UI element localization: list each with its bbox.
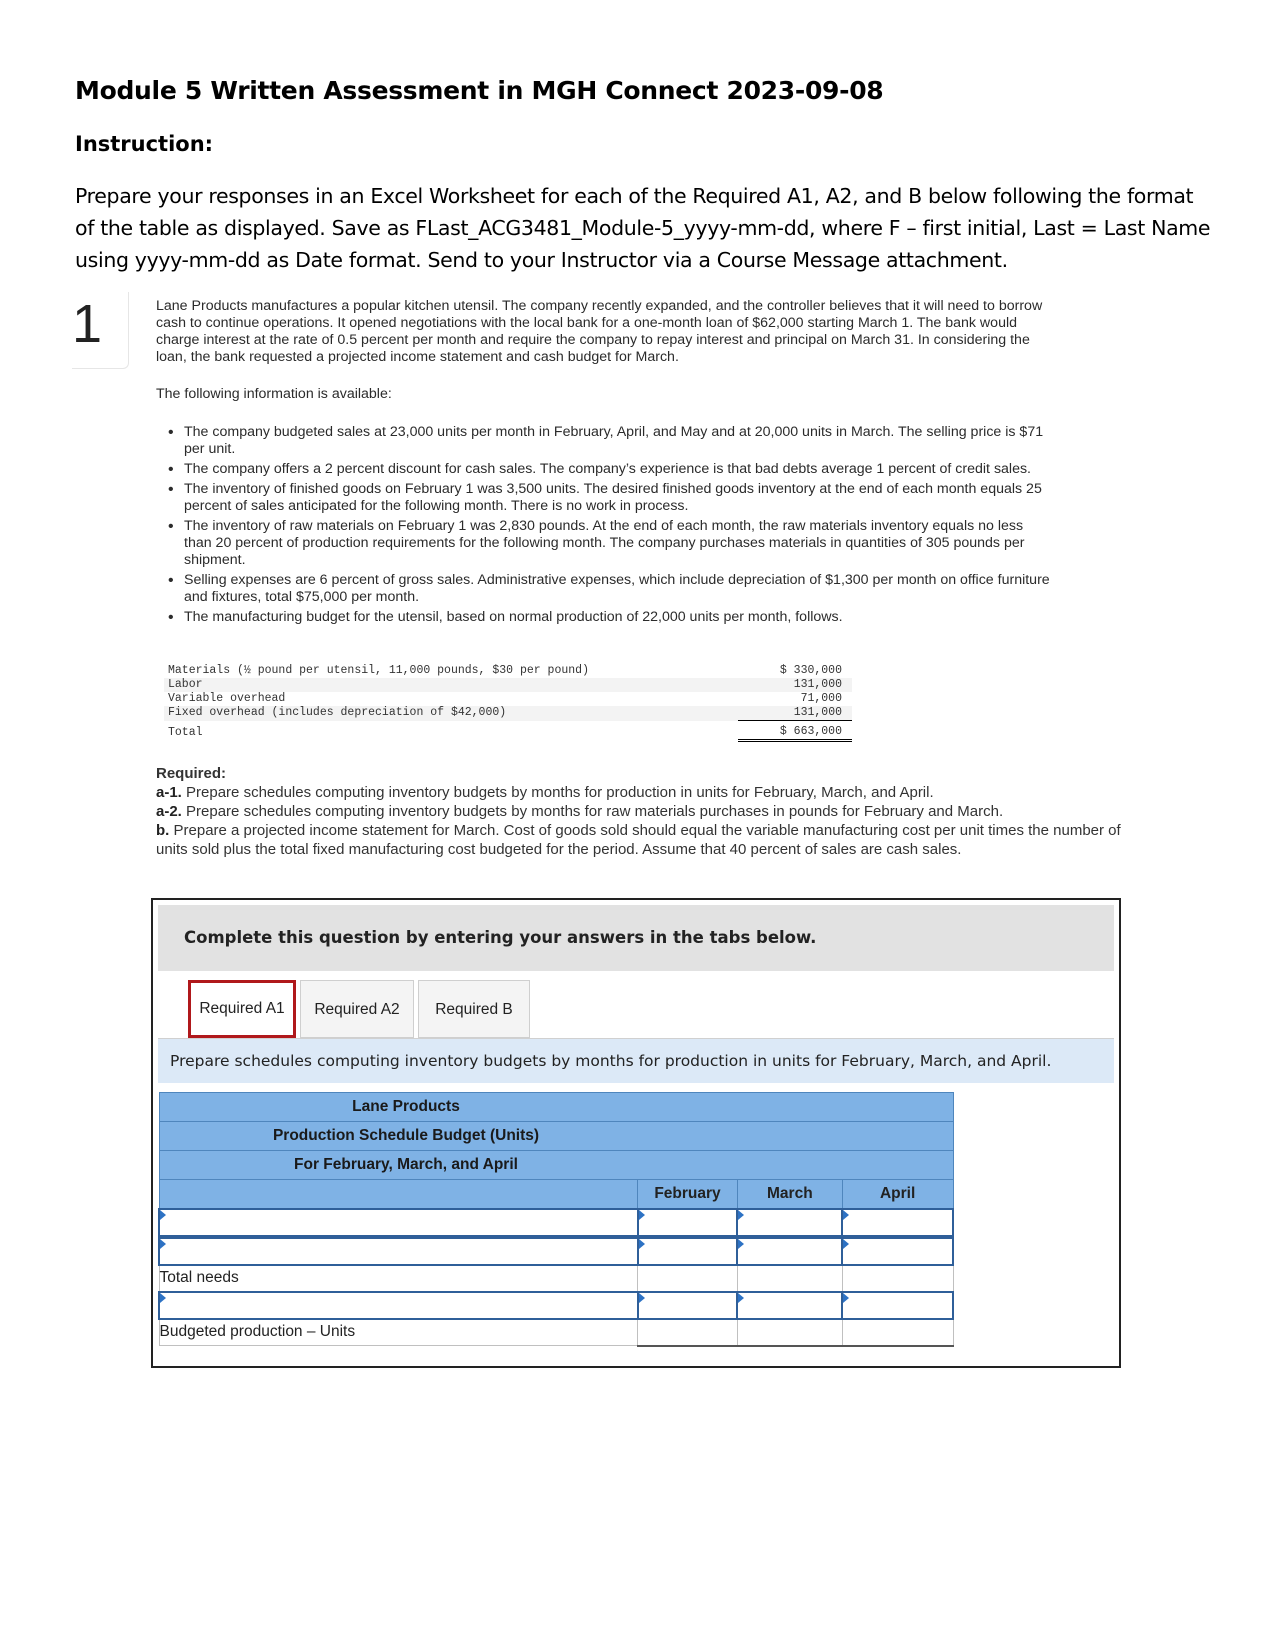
march-input[interactable] xyxy=(737,1209,842,1236)
info-bullet: • The inventory of raw materials on February 1 was 2,830 pounds. At the end of each month, the raw materials inventory equals no less than 20 percent of production requirements for the following month. The company purchases materials in quantities of 305 pounds per shipment. xyxy=(164,518,1054,569)
instruction-text: Prepare your responses in an Excel Worksheet for each of the Required A1, A2, and B below following the format of the table as displayed. Save as FLast_ACG3481_Module-5_yyyy-mm-dd, where F – first initial, Last = Last Name using yyyy-mm-dd as Date format. Send to your Instructor via a Course Message attachment. xyxy=(75,184,1211,272)
total-needs-row xyxy=(159,1265,953,1292)
requirement-text: Prepare schedules computing inventory budgets by months for production in units for February, March, and April. xyxy=(186,784,934,801)
column-header-april: April xyxy=(842,1180,953,1209)
february-input[interactable] xyxy=(638,1209,738,1236)
march-input[interactable] xyxy=(737,1238,842,1265)
mfg-row xyxy=(164,706,852,721)
february-input[interactable] xyxy=(638,1238,738,1265)
february-budgeted-production xyxy=(638,1319,738,1346)
requirement-b xyxy=(156,821,1126,859)
document-title: Module 5 Written Assessment in MGH Connect 2023-09-08 xyxy=(75,76,884,105)
mfg-label: Variable overhead xyxy=(168,692,286,705)
row-label-dropdown[interactable] xyxy=(159,1238,638,1265)
row-label-dropdown[interactable] xyxy=(159,1292,638,1319)
requirement-a2 xyxy=(156,802,1126,821)
april-input[interactable] xyxy=(842,1209,953,1236)
april-budgeted-production xyxy=(842,1319,953,1346)
question-number: 1 xyxy=(72,292,129,369)
total-needs-label: Total needs xyxy=(159,1265,638,1292)
february-input[interactable] xyxy=(638,1292,738,1319)
production-schedule-table xyxy=(158,1092,954,1347)
tab-required-a2[interactable]: Required A2 xyxy=(300,980,414,1038)
column-header-february: February xyxy=(638,1180,738,1209)
mfg-label: Labor xyxy=(164,678,738,692)
column-header-march: March xyxy=(737,1180,842,1209)
requirement-tag: a-1. xyxy=(156,784,182,801)
april-input[interactable] xyxy=(842,1292,953,1319)
mfg-label: Total xyxy=(168,725,203,739)
info-bullet: • Selling expenses are 6 percent of gross sales. Administrative expenses, which include depreciation of $1,300 per month on office furniture and fixtures, total $75,000 per month. xyxy=(164,572,1054,606)
schedule-period: For February, March, and April xyxy=(159,1151,953,1180)
mfg-label: Fixed overhead (includes depreciation of $42,000) xyxy=(164,706,738,721)
mfg-amount: $ 663,000 xyxy=(738,721,852,741)
march-total-needs xyxy=(737,1265,842,1292)
schedule-row-2 xyxy=(159,1238,953,1265)
requirement-text: Prepare a projected income statement for March. Cost of goods sold should equal the variable manufacturing cost per unit times the number of units sold plus the total fixed manufacturing cost budgeted for the period. Assume that 40 percent of sales are cash sales. xyxy=(156,822,1121,858)
mfg-amount: 131,000 xyxy=(738,706,852,721)
required-label: Required: xyxy=(156,765,227,782)
mfg-row xyxy=(164,678,852,692)
mfg-row xyxy=(164,692,852,706)
info-bullet: • The company budgeted sales at 23,000 units per month in February, April, and May and at 20,000 units in March. The selling price is $71 per unit. xyxy=(164,424,1054,458)
requirement-tag: b. xyxy=(156,822,170,839)
schedule-title-row xyxy=(159,1122,953,1151)
row-label-dropdown[interactable] xyxy=(159,1209,638,1236)
info-bullet-list xyxy=(164,424,1054,629)
manufacturing-budget-table xyxy=(164,664,852,742)
info-bullet: • The company offers a 2 percent discount for cash sales. The company’s experience is that bad debts average 1 percent of credit sales. xyxy=(164,461,1054,478)
info-bullet: • The inventory of finished goods on February 1 was 3,500 units. The desired finished goods inventory at the end of each month equals 25 percent of sales anticipated for the following month. There is no work in process. xyxy=(164,481,1054,515)
march-budgeted-production xyxy=(737,1319,842,1346)
column-header-blank xyxy=(159,1180,638,1209)
tab-required-b[interactable]: Required B xyxy=(418,980,530,1038)
schedule-period-row xyxy=(159,1151,953,1180)
mfg-amount: $ 330,000 xyxy=(779,664,842,677)
question-intro: Lane Products manufactures a popular kitchen utensil. The company recently expanded, and the controller believes that it will need to borrow cash to continue operations. It opened negotiations with the local bank for a one-month loan of $62,000 starting March 1. The bank would charge interest at the rate of 0.5 percent per month and require the company to repay interest and principal on March 31. In considering the loan, the bank requested a projected income statement and cash budget for March. xyxy=(156,298,1043,365)
info-lead: The following information is available: xyxy=(156,386,392,402)
answer-box xyxy=(151,898,1121,1368)
answer-box-header: Complete this question by entering your answers in the tabs below. xyxy=(158,905,1114,971)
budgeted-production-label: Budgeted production – Units xyxy=(159,1319,638,1346)
mfg-total-row xyxy=(164,721,852,741)
schedule-column-header-row xyxy=(159,1180,953,1209)
schedule-row-1 xyxy=(159,1209,953,1236)
info-bullet: • The manufacturing budget for the utensil, based on normal production of 22,000 units per month, follows. xyxy=(164,609,1054,626)
schedule-company: Lane Products xyxy=(159,1093,953,1122)
requirements-block xyxy=(156,764,1126,859)
schedule-title: Production Schedule Budget (Units) xyxy=(159,1122,953,1151)
requirement-text: Prepare schedules computing inventory budgets by months for raw materials purchases in pounds for February and March. xyxy=(186,803,1004,820)
march-input[interactable] xyxy=(737,1292,842,1319)
tab-instruction: Prepare schedules computing inventory budgets by months for production in units for February, March, and April. xyxy=(158,1039,1114,1083)
april-total-needs xyxy=(842,1265,953,1292)
february-total-needs xyxy=(638,1265,738,1292)
budgeted-production-row xyxy=(159,1319,953,1346)
mfg-amount: 131,000 xyxy=(738,678,852,692)
schedule-row-4 xyxy=(159,1292,953,1319)
mfg-amount: 71,000 xyxy=(800,692,842,705)
mfg-row xyxy=(164,664,852,678)
tab-required-a1[interactable]: Required A1 xyxy=(188,980,296,1038)
instruction-heading: Instruction: xyxy=(75,132,214,156)
april-input[interactable] xyxy=(842,1238,953,1265)
schedule-company-row xyxy=(159,1093,953,1122)
mfg-label: Materials (½ pound per utensil, 11,000 pounds, $30 per pound) xyxy=(168,664,589,677)
requirement-a1 xyxy=(156,783,1126,802)
requirement-tag: a-2. xyxy=(156,803,182,820)
